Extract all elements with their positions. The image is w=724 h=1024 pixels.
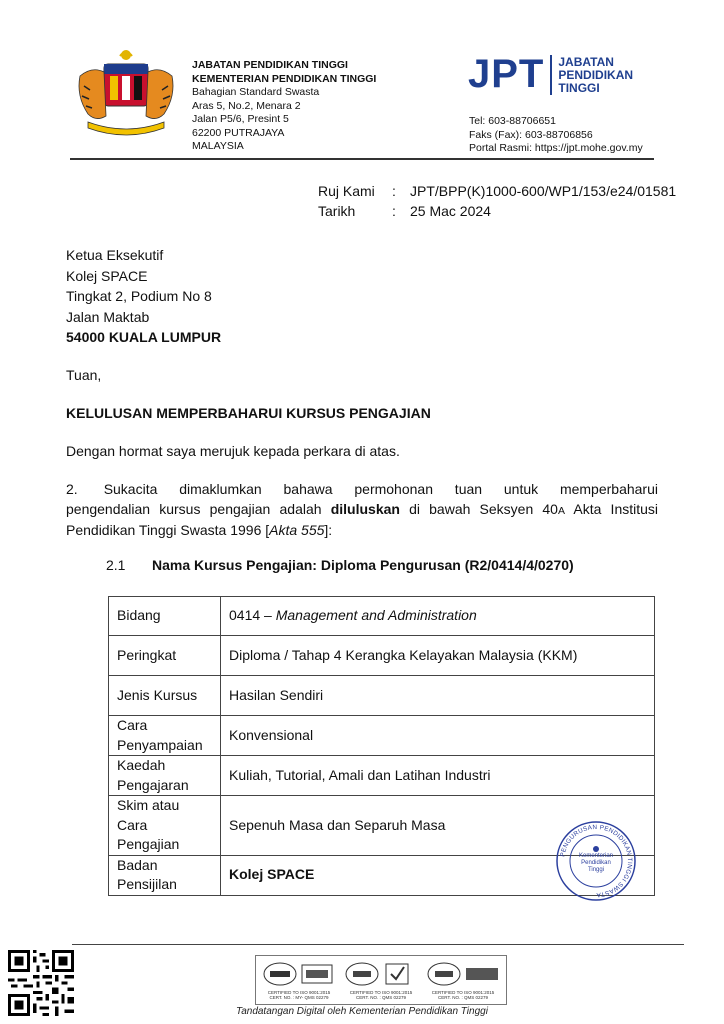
table-row	[109, 636, 655, 676]
recipient-city: 54000 KUALA LUMPUR	[66, 329, 222, 345]
tel: Tel: 603-88706651	[469, 115, 556, 127]
table-row	[109, 676, 655, 716]
table-row	[109, 716, 655, 756]
row-value: 0414 – Management and Administration	[221, 597, 655, 636]
section-title: Nama Kursus Pengajian: Diploma Pengurusan (R2/0414/4/0270)	[152, 557, 574, 573]
row-label: Kaedah Pengajaran	[109, 756, 221, 796]
address-line: Aras 5, No.2, Menara 2	[192, 99, 301, 112]
contact-block	[469, 115, 643, 156]
row-label: Badan Pensijilan	[109, 855, 221, 895]
malaysia-coat-of-arms-icon	[70, 46, 182, 138]
address-line: Jalan P5/6, Presint 5	[192, 113, 289, 125]
fax: Faks (Fax): 603-88706856	[469, 128, 593, 141]
tarikh-label: Tarikh	[318, 203, 356, 219]
recipient-address	[66, 245, 221, 348]
separator: :	[392, 203, 396, 219]
ruj-value: JPT/BPP(K)1000-600/WP1/153/e24/01581	[410, 183, 677, 199]
portal-link[interactable]: Portal Rasmi: https://jpt.mohe.gov.my	[469, 142, 643, 154]
paragraph-2: 2. Sukacita dimaklumkan bahawa permohonan tuan untuk memperbaharui pengendalian kursus pengajian adalah diluluskan di bawah Seksyen 40A Akta Institusi Pendidikan Tinggi Swasta 1996 [Akta 555]:	[66, 481, 659, 538]
paragraph-1: Dengan hormat saya merujuk kepada perkara di atas.	[66, 443, 400, 459]
certification-logos: CERTIFIED TO ISO 9001:2015 CERT. NO. : MY- QMS 02279 CERTIFIED TO ISO 9001:2015 CERT. NO. : QMS 02279 CERTIFIED TO ISO 9001:2015 CERT. NO. : QMS 02279	[255, 955, 507, 1005]
row-value: Hasilan Sendiri	[221, 676, 655, 716]
address-line: Bahagian Standard Swasta	[192, 86, 320, 98]
sirim-iso-logo-icon	[344, 960, 418, 988]
row-value: Kolej SPACE	[221, 855, 655, 895]
qr-code-icon	[8, 950, 74, 1016]
ministry-address-block	[192, 59, 376, 154]
letter-subject: KELULUSAN MEMPERBAHARUI KURSUS PENGAJIAN	[66, 405, 431, 421]
section-heading	[106, 557, 574, 573]
address-line: MALAYSIA	[192, 140, 244, 152]
ministry-name: KEMENTERIAN PENDIDIKAN TINGGI	[192, 72, 377, 85]
row-label: Peringkat	[109, 636, 221, 676]
sirim-quality-logo-icon	[262, 960, 336, 988]
stamp-ring-text: PENGURUSAN PENDIDIKAN TINGGI SWASTA	[559, 823, 634, 899]
row-value: Diploma / Tahap 4 Kerangka Kelayakan Malaysia (KKM)	[221, 636, 655, 676]
jpt-logo-text: JABATAN PENDIDIKAN TINGGI	[558, 55, 634, 95]
ruj-label: Ruj Kami	[318, 183, 375, 199]
recipient-line: Jalan Maktab	[66, 308, 150, 325]
stamp-text: Kementerian	[578, 853, 614, 859]
row-value: Sepenuh Masa dan Separuh Masa	[221, 796, 655, 856]
row-label: Bidang	[109, 597, 221, 636]
official-stamp-icon	[555, 820, 637, 902]
footer-divider	[72, 944, 684, 945]
standards-malaysia-logo-icon	[426, 960, 500, 988]
reference-block	[316, 180, 678, 222]
row-label: Cara Penyampaian	[109, 716, 221, 756]
row-label: Jenis Kursus	[109, 676, 221, 716]
salutation: Tuan,	[66, 367, 102, 383]
separator: :	[392, 183, 396, 199]
stamp-text: Pendidikan	[581, 860, 611, 866]
address-line: 62200 PUTRAJAYA	[192, 126, 285, 139]
jpt-logo	[468, 52, 633, 96]
jpt-logo-divider	[550, 55, 552, 95]
recipient-line: Ketua Eksekutif	[66, 247, 164, 263]
table-row	[109, 597, 655, 636]
org-name: JABATAN PENDIDIKAN TINGGI	[192, 59, 348, 71]
row-value: Kuliah, Tutorial, Amali dan Latihan Industri	[221, 756, 655, 796]
stamp-text: Tinggi	[587, 867, 605, 873]
tarikh-value: 25 Mac 2024	[410, 203, 491, 219]
row-label: Skim atau Cara Pengajian	[109, 796, 221, 856]
row-value: Konvensional	[221, 716, 655, 756]
table-row	[109, 756, 655, 796]
jpt-logo-abbrev: JPT	[468, 52, 545, 96]
section-number: 2.1	[106, 557, 126, 573]
recipient-line: Kolej SPACE	[66, 267, 148, 284]
header-divider	[70, 158, 654, 160]
digital-signature-note: Tandatangan Digital oleh Kementerian Pendidikan Tinggi	[236, 1006, 488, 1017]
recipient-line: Tingkat 2, Podium No 8	[66, 288, 212, 304]
